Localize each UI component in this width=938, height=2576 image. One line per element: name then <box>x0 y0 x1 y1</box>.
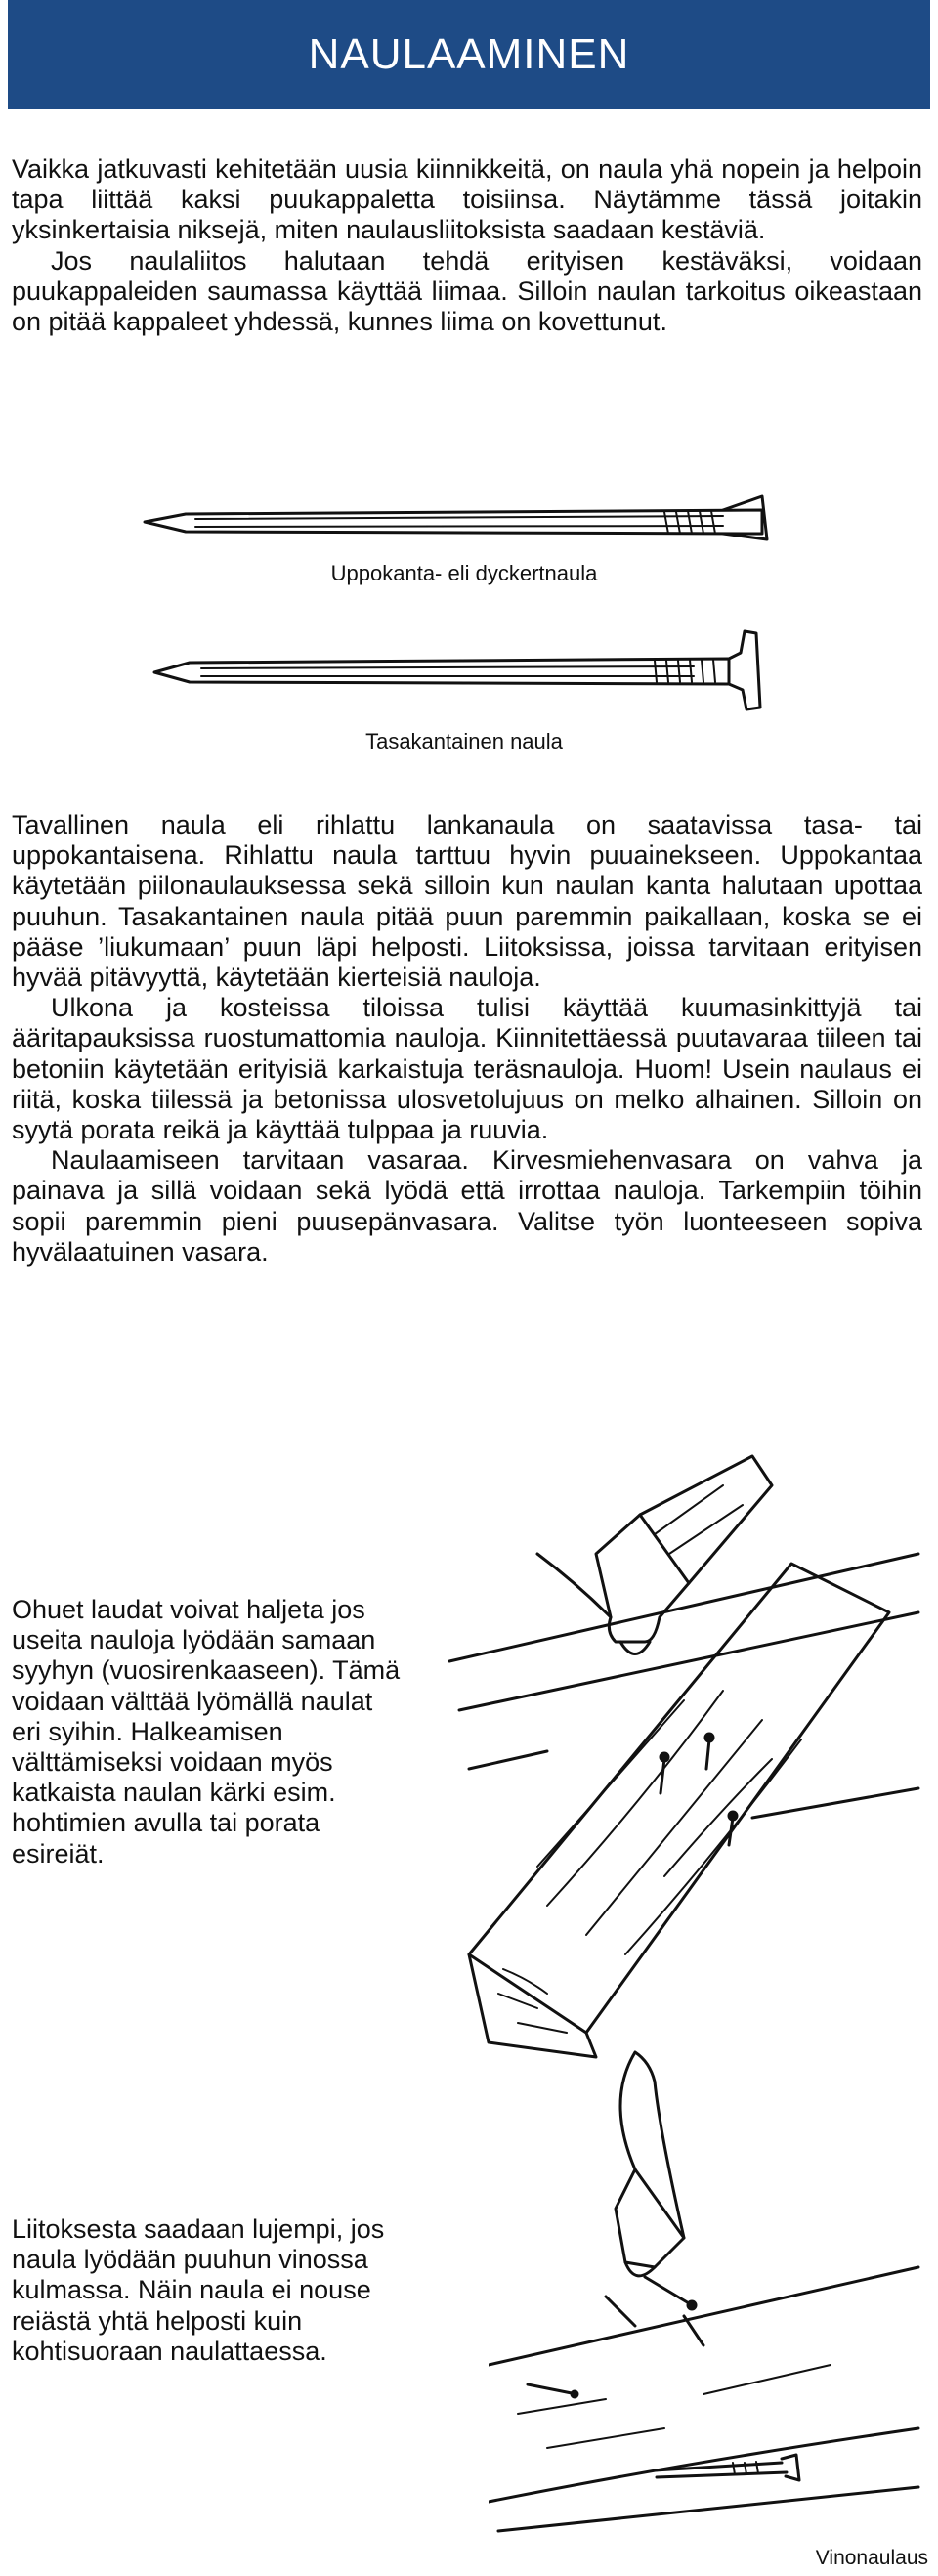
intro-text <box>12 154 922 337</box>
title-banner <box>8 0 930 109</box>
tip2-text: Liitoksesta saadaan lujempi, jos naula lyödään puuhun vinossa kulmassa. Näin naula ei nouse reiästä yhtä helposti kuin kohtisuoraan naulattaessa. <box>12 2214 385 2366</box>
body-paragraph-3: Naulaamiseen tarvitaan vasaraa. Kirvesmiehenvasara on vahva ja painava ja sillä voidaan sekä lyödä että irrottaa nauloja. Tarkempiin töihin sopii paremmin pieni puusepänvasara. Valitse työn luonteeseen sopiva hyvälaatuinen vasara. <box>12 1145 922 1267</box>
nail2-caption: Tasakantainen naula <box>365 729 563 753</box>
body-paragraph-2: Ulkona ja kosteissa tiloissa tulisi käyttää kuumasinkittyjä tai ääritapauksissa ruostumattomia nauloja. Kiinnitettäessä puutavaraa tiileen tai betoniin käytetään erityisiä karkaistuja teräsnauloja. Huom! Usein naulaus ei riitä, koska tiilessä ja betonissa ulosvetolujuus on melko alhainen. Silloin on syytä porata reikä ja käyttää tulppaa ja ruuvia. <box>12 993 922 1145</box>
nail1-caption: Uppokanta- eli dyckertnaula <box>330 561 598 585</box>
tip1-text: Ohuet laudat voivat haljeta jos useita nauloja lyödään samaan syyhyn (vuosirenkaaseen). Tämä voidaan välttää lyömällä naulat eri syihin. Halkeamisen välttämiseksi voidaan myös katkaista naulan kärki esim. hohtimien avulla tai porata esireiät. <box>12 1595 401 1868</box>
countersunk-nail-illustration <box>137 489 782 547</box>
body-text <box>12 810 922 1267</box>
intro-paragraph-1: Vaikka jatkuvasti kehitetään uusia kiinnikkeitä, on naula yhä nopein ja helpoin tapa liittää kaksi puukappaletta toisiinsa. Näytämme tässä joitakin yksinkertaisia niksejä, miten naulausliitoksista saadaan kestäviä. <box>12 154 922 245</box>
flat-head-nail-illustration <box>147 625 772 713</box>
page-title: NAULAAMINEN <box>308 30 630 78</box>
tip2-caption: Vinonaulaus <box>815 2547 928 2569</box>
angled-nailing-illustration <box>489 2042 928 2551</box>
body-paragraph-1: Tavallinen naula eli rihlattu lankanaula on saatavissa tasa- tai uppokantaisena. Rihlattu naula tarttuu hyvin puuainekseen. Uppokantaa käytetään piilonaulauksessa sekä silloin kun naulan kanta halutaan upottaa puuhun. Tasakantainen naula pitää puun paremmin paikallaan, koska se ei pääse ’liukumaan’ puun läpi helposti. Liitoksissa, joissa tarvitaan erityisen hyvää pitävyyttä, käytetään kierteisiä nauloja. <box>12 810 922 993</box>
board-hammer-illustration <box>430 1446 928 2072</box>
intro-paragraph-2: Jos naulaliitos halutaan tehdä erityisen kestäväksi, voidaan puukappaleiden saumassa käyttää liimaa. Silloin naulan tarkoitus oikeastaan on pitää kappaleet yhdessä, kunnes liima on kovettunut. <box>12 245 922 337</box>
